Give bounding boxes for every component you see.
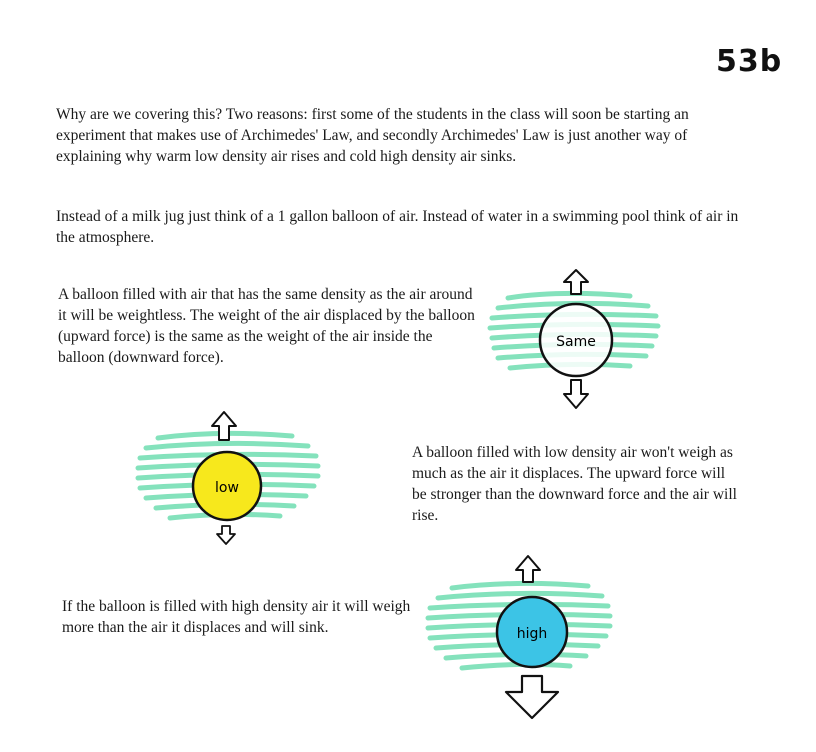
analogy-paragraph: Instead of a milk jug just think of a 1 gallon balloon of air. Instead of water in a swimming pool think of air in the atmosphere. xyxy=(56,208,739,246)
down-arrow-icon xyxy=(564,380,588,408)
high-density-paragraph: If the balloon is filled with high density air it will weigh more than the air it displaces and will sink. xyxy=(62,598,411,636)
same-density-paragraph: A balloon filled with air that has the same density as the air around it will be weightless. The weight of the air displaced by the balloon (upward force) is the same as the weight of the air inside the balloon (downward force). xyxy=(58,286,475,366)
low-density-figure xyxy=(130,406,330,556)
balloon-label: Same xyxy=(556,334,596,350)
down-arrow-icon xyxy=(506,676,558,718)
up-arrow-icon xyxy=(516,556,540,582)
high-density-figure xyxy=(418,552,618,724)
intro-paragraph: Why are we covering this? Two reasons: first some of the students in the class will soon be starting an experiment that makes use of Archimedes' Law, and secondly Archimedes' Law is just another way of explaining why warm low density air rises and cold high density air sinks. xyxy=(56,106,689,165)
page-number: 53b xyxy=(716,44,783,79)
down-arrow-icon xyxy=(217,526,235,544)
same-density-figure xyxy=(480,262,670,418)
balloon-label: low xyxy=(215,480,239,496)
low-density-paragraph: A balloon filled with low density air won't weigh as much as the air it displaces. The upward force will be stronger than the downward force and the air will rise. xyxy=(412,444,737,524)
balloon-label: high xyxy=(516,626,548,642)
up-arrow-icon xyxy=(564,270,588,294)
